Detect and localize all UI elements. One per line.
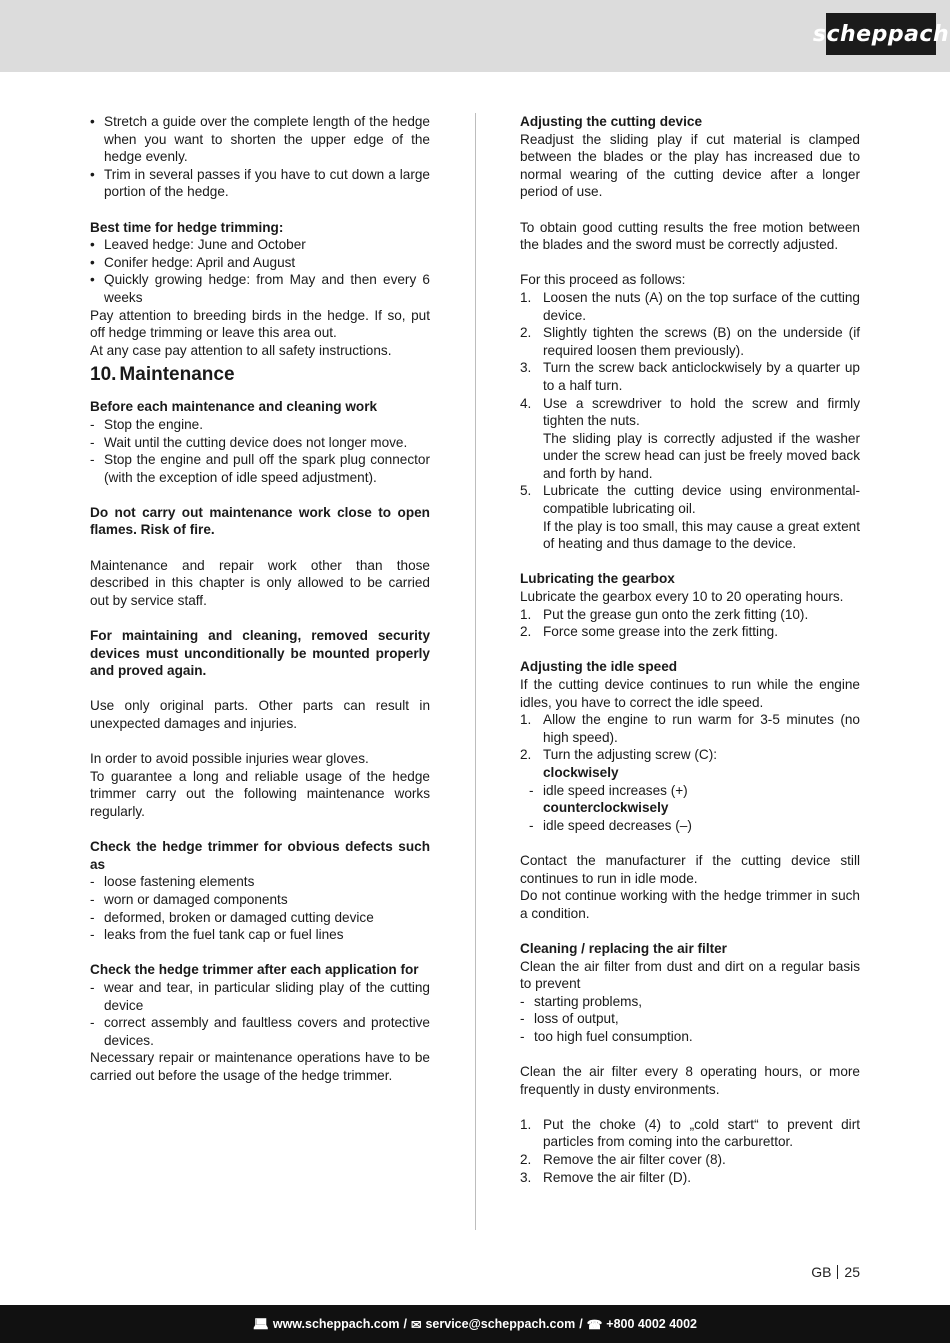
list-item: - too high fuel consumption. xyxy=(520,1028,693,1044)
brand-logo: scheppach xyxy=(826,13,936,55)
list-item: • Conifer hedge: April and August xyxy=(90,254,296,270)
trim-tips-list xyxy=(90,113,430,201)
guarantee-text: To guarantee a long and reliable usage of the hedge trimmer carry out the following maintenance works regularly. xyxy=(90,768,430,819)
fire-warning: Do not carry out maintenance work close to open flames. Risk of fire. xyxy=(90,504,430,538)
proceed-text: For this proceed as follows: xyxy=(520,272,686,288)
language-code: GB xyxy=(811,1264,832,1280)
list-item: - loss of output, xyxy=(520,1011,619,1027)
list-item: - leaks from the fuel tank cap or fuel lines xyxy=(90,927,344,943)
website-link[interactable]: www.scheppach.com xyxy=(272,1317,400,1331)
adjust-steps-list xyxy=(520,289,860,430)
section-heading xyxy=(90,364,430,386)
gloves-text: In order to avoid possible injuries wear gloves. xyxy=(90,751,369,767)
column-divider xyxy=(475,113,476,1230)
email-link[interactable]: service@scheppach.com xyxy=(425,1317,576,1331)
list-item: 2. Force some grease into the zerk fitting. xyxy=(520,624,778,640)
continue-text: Do not continue working with the hedge trimmer in such a condition. xyxy=(520,888,860,921)
list-item: 5. Lubricate the cutting device using environmental-compatible lubricating oil. xyxy=(520,483,860,517)
results-text: To obtain good cutting results the free motion between the blades and the sword must be correctly adjusted. xyxy=(520,219,860,253)
list-item: - Stop the engine and pull off the spark plug connector (with the exception of idle speed adjustment). xyxy=(90,452,430,485)
before-list xyxy=(90,416,430,486)
list-item: 2. Turn the adjusting screw (C): xyxy=(520,747,718,763)
phone-number[interactable]: +800 4002 4002 xyxy=(606,1317,698,1331)
list-item: 3. Remove the air filter (D). xyxy=(520,1169,692,1185)
service-text: Maintenance and repair work other than those described in this chapter is only allowed to be carried out by service staff. xyxy=(90,557,430,608)
best-time-heading: Best time for hedge trimming: xyxy=(90,219,284,235)
list-item: - correct assembly and faultless covers and protective devices. xyxy=(90,1015,430,1048)
left-column xyxy=(90,113,430,1084)
gearbox-steps-list xyxy=(520,606,860,641)
defects-list xyxy=(90,873,430,943)
phone-icon: ☎︎ xyxy=(586,1317,603,1332)
gearbox-text: Lubricate the gearbox every 10 to 20 operating hours. xyxy=(520,589,844,605)
page-header xyxy=(0,0,950,72)
list-item: - loose fastening elements xyxy=(90,874,255,890)
list-item: - starting problems, xyxy=(520,993,643,1009)
security-warning: For maintaining and cleaning, removed security devices must unconditionally be mounted properly and proved again. xyxy=(90,628,430,679)
list-item: • Trim in several passes if you have to cut down a large portion of the hedge. xyxy=(90,166,430,200)
step4-note: The sliding play is correctly adjusted if the washer under the screw head can just be freely moved back and forth by hand. xyxy=(543,430,860,481)
section-title: Maintenance xyxy=(119,364,235,386)
list-item: 1. Put the grease gun onto the zerk fitting (10). xyxy=(520,606,809,622)
right-column xyxy=(520,113,860,1186)
filter-heading: Cleaning / replacing the air filter xyxy=(520,940,727,956)
page-number-value: 25 xyxy=(844,1264,860,1280)
page-footer: 💻︎ www.scheppach.com / ✉︎ service@scheppach.com / ☎︎ +800 4002 4002 xyxy=(0,1305,950,1343)
section-number: 10. xyxy=(90,364,117,386)
parts-text: Use only original parts. Other parts can result in unexpected damages and injuries. xyxy=(90,698,430,731)
adjust-text: Readjust the sliding play if cut material is clamped between the blades or the play has increased due to normal wearing of the cutting device after a longer period of use. xyxy=(520,131,860,200)
list-item: • Stretch a guide over the complete length of the hedge when you want to shorten the upper edge of the hedge evenly. xyxy=(90,114,430,165)
list-item: - idle speed decreases (–) xyxy=(529,817,692,833)
computer-icon: 💻︎ xyxy=(252,1316,269,1331)
filter-problems-list xyxy=(520,993,860,1046)
repair-text: Necessary repair or maintenance operations have to be carried out before the usage of the hedge trimmer. xyxy=(90,1050,430,1083)
counter-label: counterclockwisely xyxy=(543,800,669,816)
filter-hours-text: Clean the air filter every 8 operating hours, or more frequently in dusty environments. xyxy=(520,1064,860,1097)
after-list xyxy=(90,979,430,1049)
list-item: - worn or damaged components xyxy=(90,891,288,907)
list-item: • Quickly growing hedge: from May and then every 6 weeks xyxy=(90,272,430,305)
after-heading: Check the hedge trimmer after each application for xyxy=(90,962,419,978)
gearbox-heading: Lubricating the gearbox xyxy=(520,571,675,587)
list-item: - idle speed increases (+) xyxy=(529,782,688,798)
idle-text: If the cutting device continues to run while the engine idles, you have to correct the idle speed. xyxy=(520,677,860,710)
list-item: 2. Slightly tighten the screws (B) on the underside (if required loosen them previously). xyxy=(520,325,860,358)
contact-text: Contact the manufacturer if the cutting device still continues to run in idle mode. xyxy=(520,852,860,886)
list-item: 2. Remove the air filter cover (8). xyxy=(520,1152,726,1168)
before-heading: Before each maintenance and cleaning work xyxy=(90,399,378,415)
defects-heading: Check the hedge trimmer for obvious defects such as xyxy=(90,839,430,872)
list-item: 4. Use a screwdriver to hold the screw and firmly tighten the nuts. xyxy=(520,395,860,429)
list-item: 3. Turn the screw back anticlockwisely by a quarter up to a half turn. xyxy=(520,360,860,393)
list-item: - wear and tear, in particular sliding play of the cutting device xyxy=(90,979,430,1013)
list-item: 1. Allow the engine to run warm for 3-5 minutes (no high speed). xyxy=(520,712,860,745)
list-item: 1. Loosen the nuts (A) on the top surface of the cutting device. xyxy=(520,289,860,323)
list-item: • Leaved hedge: June and October xyxy=(90,237,306,253)
page-number xyxy=(811,1264,860,1280)
list-item: - Wait until the cutting device does not longer move. xyxy=(90,434,408,450)
idle-heading: Adjusting the idle speed xyxy=(520,659,678,675)
filter-steps-list xyxy=(520,1116,860,1186)
list-item: 1. Put the choke (4) to „cold start“ to prevent dirt particles from coming into the carburettor. xyxy=(520,1116,860,1150)
idle-steps-list xyxy=(520,711,860,764)
list-item: - Stop the engine. xyxy=(90,416,204,432)
clockwise-label: clockwisely xyxy=(543,764,619,780)
adjust-heading: Adjusting the cutting device xyxy=(520,114,703,129)
step5-note: If the play is too small, this may cause a great extent of heating and thus damage to the device. xyxy=(543,518,860,552)
filter-text: Clean the air filter from dust and dirt on a regular basis to prevent xyxy=(520,958,860,992)
mail-icon: ✉︎ xyxy=(410,1317,422,1332)
list-item: - deformed, broken or damaged cutting device xyxy=(90,909,374,925)
safety-text: At any case pay attention to all safety instructions. xyxy=(90,342,392,358)
best-time-list xyxy=(90,236,430,306)
birds-text: Pay attention to breeding birds in the hedge. If so, put off hedge trimming or leave this area out. xyxy=(90,307,430,341)
